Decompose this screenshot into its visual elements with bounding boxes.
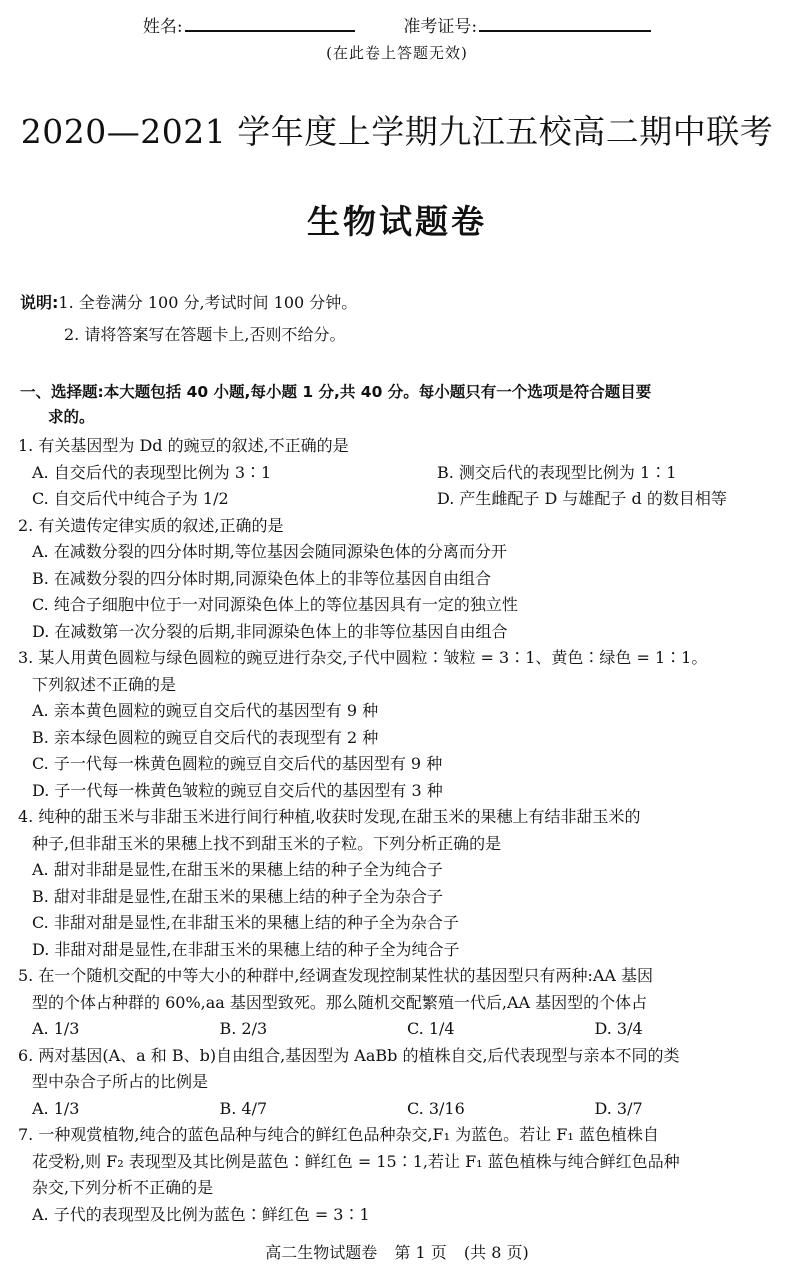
- option-row: [18, 1096, 782, 1123]
- question-stem-cont: 杂交,下列分析不正确的是: [32, 1178, 214, 1197]
- option-d: D. 3/7: [594, 1098, 643, 1118]
- name-blank: [185, 14, 355, 32]
- option-d: D. 产生雌配子 D 与雄配子 d 的数目相等: [437, 489, 727, 508]
- question-1: [18, 433, 782, 513]
- option-a: A. 子代的表现型及比例为蓝色∶鲜红色 = 3∶1: [32, 1204, 370, 1224]
- option-row: [18, 486, 782, 513]
- option-c: C. 1/4: [407, 1019, 455, 1038]
- option-a: A. 自交后代的表现型比例为 3∶1: [32, 462, 272, 482]
- option-c: C. 纯合子细胞中位于一对同源染色体上的等位基因具有一定的独立性: [32, 595, 518, 614]
- name-label: 姓名:: [142, 17, 183, 37]
- option-c: C. 子一代每一株黄色圆粒的豌豆自交后代的基因型有 9 种: [32, 754, 443, 773]
- question-stem: 5. 在一个随机交配的中等大小的种群中,经调查发现控制某性状的基因型只有两种:AA 基因: [18, 966, 654, 985]
- section-heading-line: 求的。: [48, 408, 95, 426]
- option-a: A. 亲本黄色圆粒的豌豆自交后代的基因型有 9 种: [32, 701, 379, 720]
- page-footer: [0, 1240, 794, 1263]
- instruction-item: 1. 全卷满分 100 分,考试时间 100 分钟。: [58, 293, 358, 312]
- option-a: A. 1/3: [32, 1098, 80, 1118]
- question-3: [18, 645, 782, 804]
- instructions-label: 说明:: [20, 293, 59, 312]
- footer-course: 高二生物试题卷: [265, 1243, 378, 1262]
- option-a: A. 在减数分裂的四分体时期,等位基因会随同源染色体的分离而分开: [32, 542, 507, 561]
- question-6: [18, 1043, 782, 1123]
- question-stem-cont: 下列叙述不正确的是: [32, 674, 177, 694]
- question-5: [18, 963, 782, 1043]
- question-stem: 3. 某人用黄色圆粒与绿色圆粒的豌豆进行杂交,子代中圆粒∶皱粒 = 3∶1、黄色∶绿色 = 1∶1。: [18, 648, 708, 667]
- question-stem: 1. 有关基因型为 Dd 的豌豆的叙述,不正确的是: [18, 436, 349, 455]
- question-stem: 7. 一种观赏植物,纯合的蓝色品种与纯合的鲜红色品种杂交,F₁ 为蓝色。若让 F₁ 蓝色植株自: [18, 1125, 659, 1144]
- instructions: [20, 292, 780, 356]
- option-d: D. 非甜对甜是显性,在非甜玉米的果穗上结的种子全为纯合子: [32, 939, 460, 959]
- footer-total-pages: (共 8 页): [463, 1243, 529, 1262]
- option-c: C. 3/16: [407, 1098, 465, 1118]
- option-d: D. 3/4: [594, 1019, 643, 1038]
- candidate-info-line: [0, 14, 794, 39]
- question-2: [18, 513, 782, 646]
- option-b: B. 在减数分裂的四分体时期,同源染色体上的非等位基因自由组合: [32, 568, 492, 588]
- option-a: A. 1/3: [32, 1019, 80, 1038]
- question-7: [18, 1122, 782, 1228]
- question-stem-cont: 花受粉,则 F₂ 表现型及其比例是蓝色∶鲜红色 = 15∶1,若让 F₁ 蓝色植株与纯合鲜红色品种: [32, 1151, 680, 1171]
- footer-page-number: 第 1 页: [394, 1243, 447, 1262]
- question-stem-cont: 型中杂合子所占的比例是: [32, 1072, 209, 1091]
- option-a: A. 甜对非甜是显性,在甜玉米的果穗上结的种子全为纯合子: [32, 860, 443, 879]
- instruction-item: 2. 请将答案写在答题卡上,否则不给分。: [64, 325, 346, 344]
- option-b: B. 测交后代的表现型比例为 1∶1: [437, 462, 677, 482]
- exam-title: 2020—2021 学年度上学期九江五校高二期中联考: [20, 112, 774, 151]
- option-b: B. 2/3: [219, 1019, 268, 1038]
- option-d: D. 在减数第一次分裂的后期,非同源染色体上的非等位基因自由组合: [32, 621, 508, 641]
- invalid-answer-note: (在此卷上答题无效): [326, 44, 468, 62]
- option-d: D. 子一代每一株黄色皱粒的豌豆自交后代的基因型有 3 种: [32, 780, 443, 800]
- option-b: B. 亲本绿色圆粒的豌豆自交后代的表现型有 2 种: [32, 727, 379, 747]
- question-stem: 4. 纯种的甜玉米与非甜玉米进行间行种植,收获时发现,在甜玉米的果穗上有结非甜玉米的: [18, 807, 641, 826]
- exam-id-label: 准考证号:: [403, 17, 478, 37]
- question-4: [18, 804, 782, 963]
- exam-subtitle: 生物试题卷: [307, 202, 487, 241]
- section-heading-line: 一、选择题:本大题包括 40 小题,每小题 1 分,共 40 分。每小题只有一个选项是符合题目要: [20, 383, 652, 401]
- question-stem: 6. 两对基因(A、a 和 B、b)自由组合,基因型为 AaBb 的植株自交,后代表现型与亲本不同的类: [18, 1045, 680, 1065]
- question-stem-cont: 种子,但非甜玉米的果穗上找不到甜玉米的子粒。下列分析正确的是: [32, 833, 502, 853]
- question-list: [18, 433, 782, 1228]
- option-b: B. 甜对非甜是显性,在甜玉米的果穗上结的种子全为杂合子: [32, 886, 444, 906]
- option-row: [18, 1016, 782, 1043]
- option-row: [18, 460, 782, 487]
- exam-id-blank: [479, 14, 651, 32]
- section-heading: [20, 380, 782, 430]
- question-stem-cont: 型的个体占种群的 60%,aa 基因型致死。那么随机交配繁殖一代后,AA 基因型的个体占: [32, 992, 648, 1012]
- option-c: C. 非甜对甜是显性,在非甜玉米的果穗上结的种子全为杂合子: [32, 913, 459, 932]
- question-stem: 2. 有关遗传定律实质的叙述,正确的是: [18, 515, 284, 535]
- option-c: C. 自交后代中纯合子为 1/2: [32, 489, 229, 508]
- option-b: B. 4/7: [219, 1098, 268, 1118]
